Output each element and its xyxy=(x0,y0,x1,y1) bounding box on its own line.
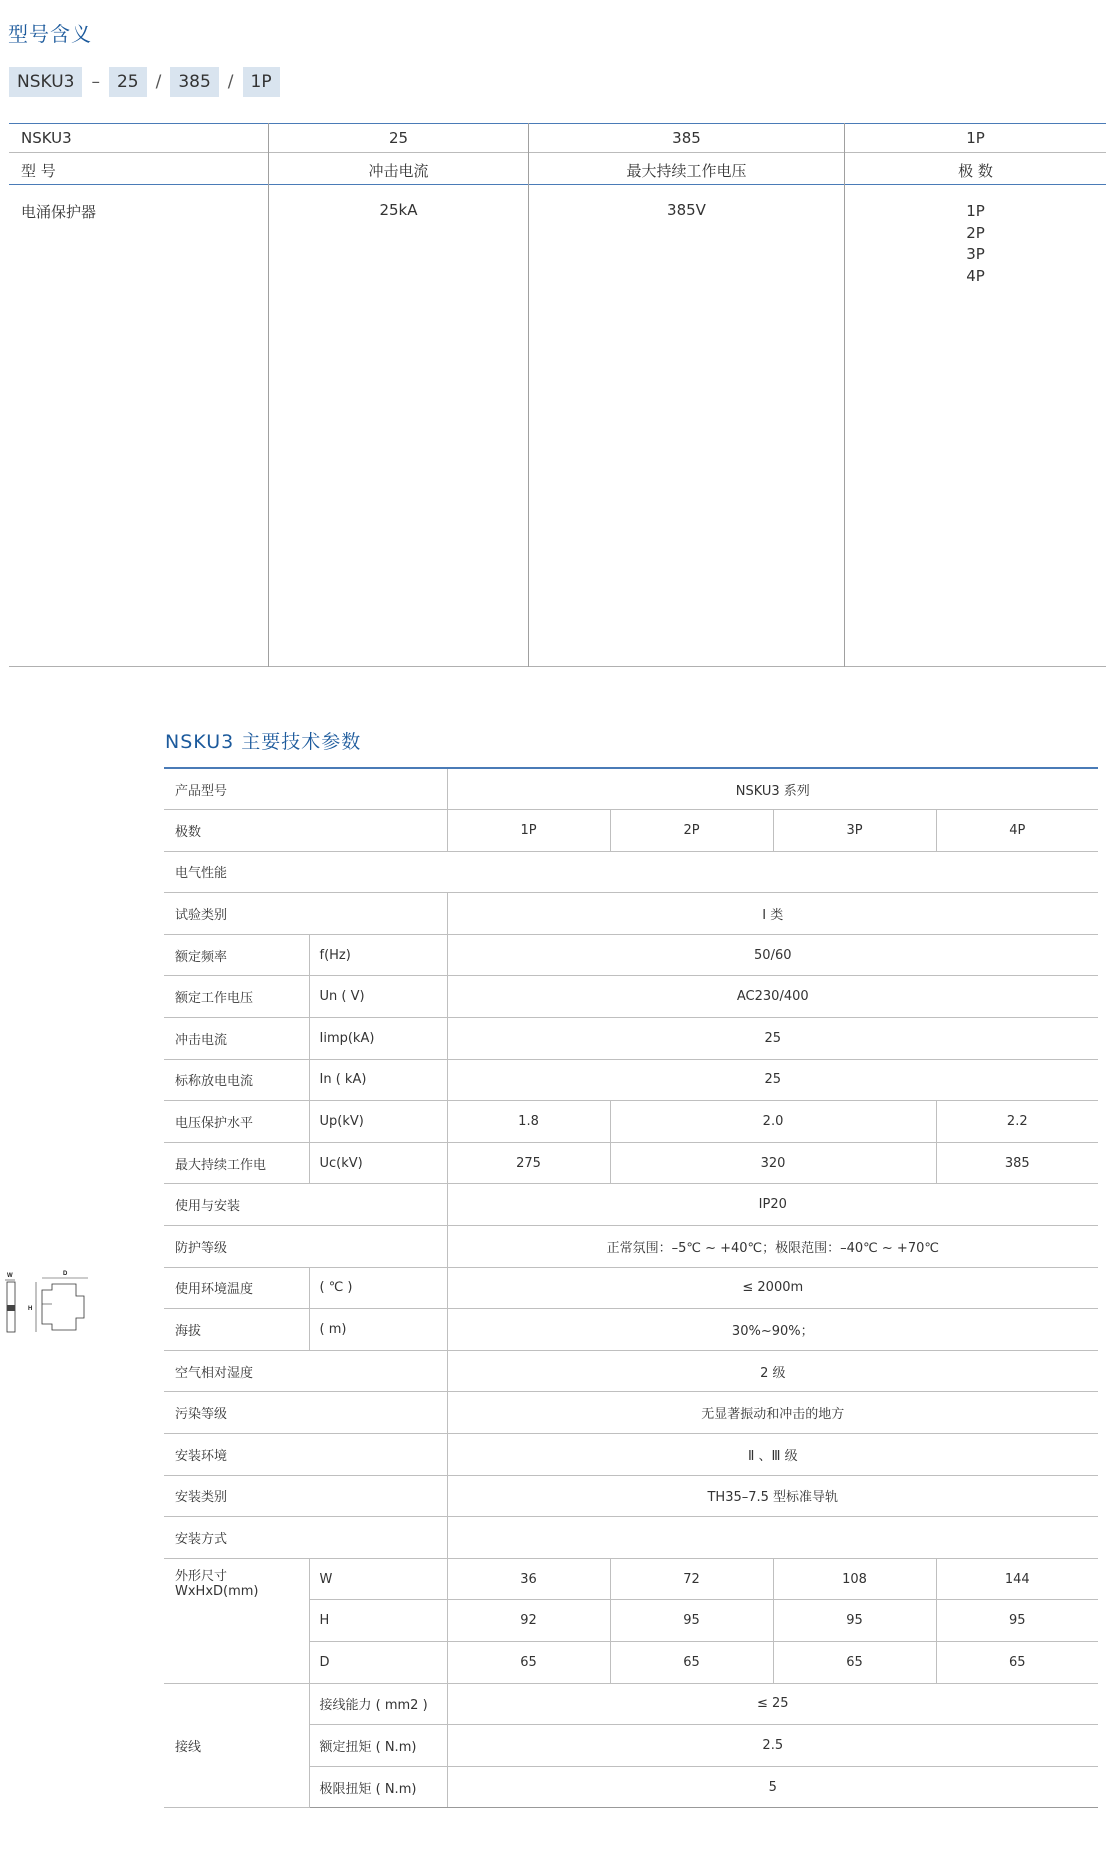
tech-params-title: NSKU3 主要技术参数 xyxy=(165,731,362,753)
row-unit: H xyxy=(309,1600,447,1642)
row-label: 额定频率 xyxy=(164,934,309,976)
header-value-voltage: 385 xyxy=(672,129,701,147)
pole-options xyxy=(845,201,1106,287)
table-row xyxy=(164,1018,1098,1060)
code-poles: 1P xyxy=(243,67,280,97)
row-unit: 极限扭矩 ( N.m) xyxy=(309,1766,447,1808)
cell-value: 275 xyxy=(447,1142,610,1184)
header-label-poles: 极 数 xyxy=(958,162,993,180)
cell-value: 25 xyxy=(447,1059,1098,1101)
model-meaning-title: 型号含义 xyxy=(8,22,92,46)
cell-value: 65 xyxy=(936,1641,1098,1683)
code-dash: – xyxy=(91,72,100,92)
table-row xyxy=(164,1226,1098,1268)
voltage-value: 385V xyxy=(667,201,706,219)
row-unit: f(Hz) xyxy=(309,934,447,976)
cell-value: 25 xyxy=(447,1018,1098,1060)
row-label: 安装方式 xyxy=(164,1517,447,1559)
cell-value: 72 xyxy=(610,1558,773,1600)
cell-value: 5 xyxy=(447,1766,1098,1808)
row-unit: 接线能力 ( mm2 ) xyxy=(309,1683,447,1725)
row-label: 使用与安装 xyxy=(164,1184,447,1226)
row-label: 接线 xyxy=(164,1683,309,1808)
cell-value: 95 xyxy=(610,1600,773,1642)
row-label: 海拔 xyxy=(164,1309,309,1351)
row-unit: Up(kV) xyxy=(309,1101,447,1143)
pole-option: 4P xyxy=(966,266,985,285)
table-row xyxy=(164,1558,1098,1600)
code-current: 25 xyxy=(109,67,147,97)
header-value-current: 25 xyxy=(388,129,409,147)
row-label: 防护等级 xyxy=(164,1226,447,1268)
table-mid-rule xyxy=(9,152,1106,153)
table-row xyxy=(164,1683,1098,1725)
model-meaning-table xyxy=(9,123,1106,667)
cell-value: NSKU3 系列 xyxy=(447,768,1098,810)
cell-value: 65 xyxy=(610,1641,773,1683)
row-label: 额定工作电压 xyxy=(164,976,309,1018)
table-row xyxy=(164,1434,1098,1476)
table-row xyxy=(164,1059,1098,1101)
row-unit: W xyxy=(309,1558,447,1600)
row-label: 外形尺寸 WxHxD(mm) xyxy=(164,1558,309,1683)
tech-params-table xyxy=(164,767,1098,1808)
table-row xyxy=(164,976,1098,1018)
row-label: 电压保护水平 xyxy=(164,1101,309,1143)
table-row xyxy=(164,1184,1098,1226)
header-value-poles: 1P xyxy=(966,129,985,147)
table-bottom-rule xyxy=(9,666,1106,667)
section-label: 电气性能 xyxy=(164,851,1098,893)
row-label: 试验类别 xyxy=(164,893,447,935)
diagram-label-w: W xyxy=(7,1273,13,1279)
cell-value: 50/60 xyxy=(447,934,1098,976)
table-row xyxy=(164,851,1098,893)
cell-value: 2.2 xyxy=(936,1101,1098,1143)
table-row xyxy=(164,1350,1098,1392)
cell-value: 2P xyxy=(610,810,773,852)
cell-value: 144 xyxy=(936,1558,1098,1600)
row-unit: D xyxy=(309,1641,447,1683)
row-label: 污染等级 xyxy=(164,1392,447,1434)
pole-option: 1P xyxy=(966,202,985,220)
row-label: 使用环境温度 xyxy=(164,1267,309,1309)
header-value-model: NSKU3 xyxy=(21,129,72,147)
row-label: 空气相对湿度 xyxy=(164,1350,447,1392)
pole-option: 2P xyxy=(966,223,985,242)
cell-value: 320 xyxy=(610,1142,936,1184)
table-row xyxy=(164,1392,1098,1434)
diagram-label-d: D xyxy=(63,1271,68,1277)
cell-value: TH35–7.5 型标准导轨 xyxy=(447,1475,1098,1517)
row-label: 产品型号 xyxy=(164,768,447,810)
cell-value: 2.0 xyxy=(610,1101,936,1143)
cell-value: 65 xyxy=(447,1641,610,1683)
table-row xyxy=(164,1309,1098,1351)
cell-value: 108 xyxy=(773,1558,936,1600)
cell-value: 95 xyxy=(773,1600,936,1642)
row-unit: Un ( V) xyxy=(309,976,447,1018)
cell-value: 385 xyxy=(936,1142,1098,1184)
table-row xyxy=(164,1517,1098,1559)
model-code xyxy=(9,67,280,97)
table-row xyxy=(164,1267,1098,1309)
table-row xyxy=(164,768,1098,810)
cell-value: 65 xyxy=(773,1641,936,1683)
row-label: 极数 xyxy=(164,810,447,852)
cell-value: Ⅰ 类 xyxy=(447,893,1098,935)
header-label-voltage: 最大持续工作电压 xyxy=(626,162,747,180)
row-unit: ( m) xyxy=(309,1309,447,1351)
diagram-label-h: H xyxy=(28,1306,33,1312)
header-label-model: 型 号 xyxy=(21,162,56,180)
cell-value: 4P xyxy=(936,810,1098,852)
table-row xyxy=(164,1142,1098,1184)
cell-value xyxy=(447,1517,1098,1559)
row-unit: In ( kA) xyxy=(309,1059,447,1101)
row-label: 冲击电流 xyxy=(164,1018,309,1060)
row-label: 安装环境 xyxy=(164,1434,447,1476)
code-slash: / xyxy=(155,72,162,92)
header-label-current: 冲击电流 xyxy=(368,162,429,180)
cell-value: 3P xyxy=(773,810,936,852)
row-unit: ( ℃ ) xyxy=(309,1267,447,1309)
pole-option: 3P xyxy=(966,245,985,263)
cell-value: 2 级 xyxy=(447,1350,1098,1392)
cell-value: ≤ 2000m xyxy=(447,1267,1098,1309)
current-value: 25kA xyxy=(379,201,418,219)
cell-value: 1P xyxy=(447,810,610,852)
cell-value: ≤ 25 xyxy=(447,1683,1098,1725)
cell-value: AC230/400 xyxy=(447,976,1098,1018)
cell-value: 92 xyxy=(447,1600,610,1642)
table-row xyxy=(164,934,1098,976)
row-label: 最大持续工作电 xyxy=(164,1142,309,1184)
table-top-rule xyxy=(9,123,1106,124)
code-series: NSKU3 xyxy=(9,67,82,97)
cell-value: 正常氛围：–5℃ ~ +40℃；极限范围：–40℃ ~ +70℃ xyxy=(447,1226,1098,1268)
row-unit: 额定扭矩 ( N.m) xyxy=(309,1725,447,1767)
cell-value: 无显著振动和冲击的地方 xyxy=(447,1392,1098,1434)
row-unit: Uc(kV) xyxy=(309,1142,447,1184)
cell-value: Ⅱ 、Ⅲ 级 xyxy=(447,1434,1098,1476)
dimension-diagram xyxy=(4,1270,94,1334)
cell-value: 1.8 xyxy=(447,1101,610,1143)
code-voltage: 385 xyxy=(170,67,218,97)
table-row xyxy=(164,1101,1098,1143)
row-unit: Iimp(kA) xyxy=(309,1018,447,1060)
cell-value: 30%~90%； xyxy=(447,1309,1098,1351)
table-row xyxy=(164,1475,1098,1517)
cell-value: IP20 xyxy=(447,1184,1098,1226)
cell-value: 95 xyxy=(936,1600,1098,1642)
cell-value: 36 xyxy=(447,1558,610,1600)
code-slash: / xyxy=(227,72,234,92)
table-row xyxy=(164,893,1098,935)
table-header-rule xyxy=(9,184,1106,185)
row-label: 标称放电电流 xyxy=(164,1059,309,1101)
table-row xyxy=(164,810,1098,852)
product-name: 电涌保护器 xyxy=(21,203,97,221)
row-label: 安装类别 xyxy=(164,1475,447,1517)
cell-value: 2.5 xyxy=(447,1725,1098,1767)
